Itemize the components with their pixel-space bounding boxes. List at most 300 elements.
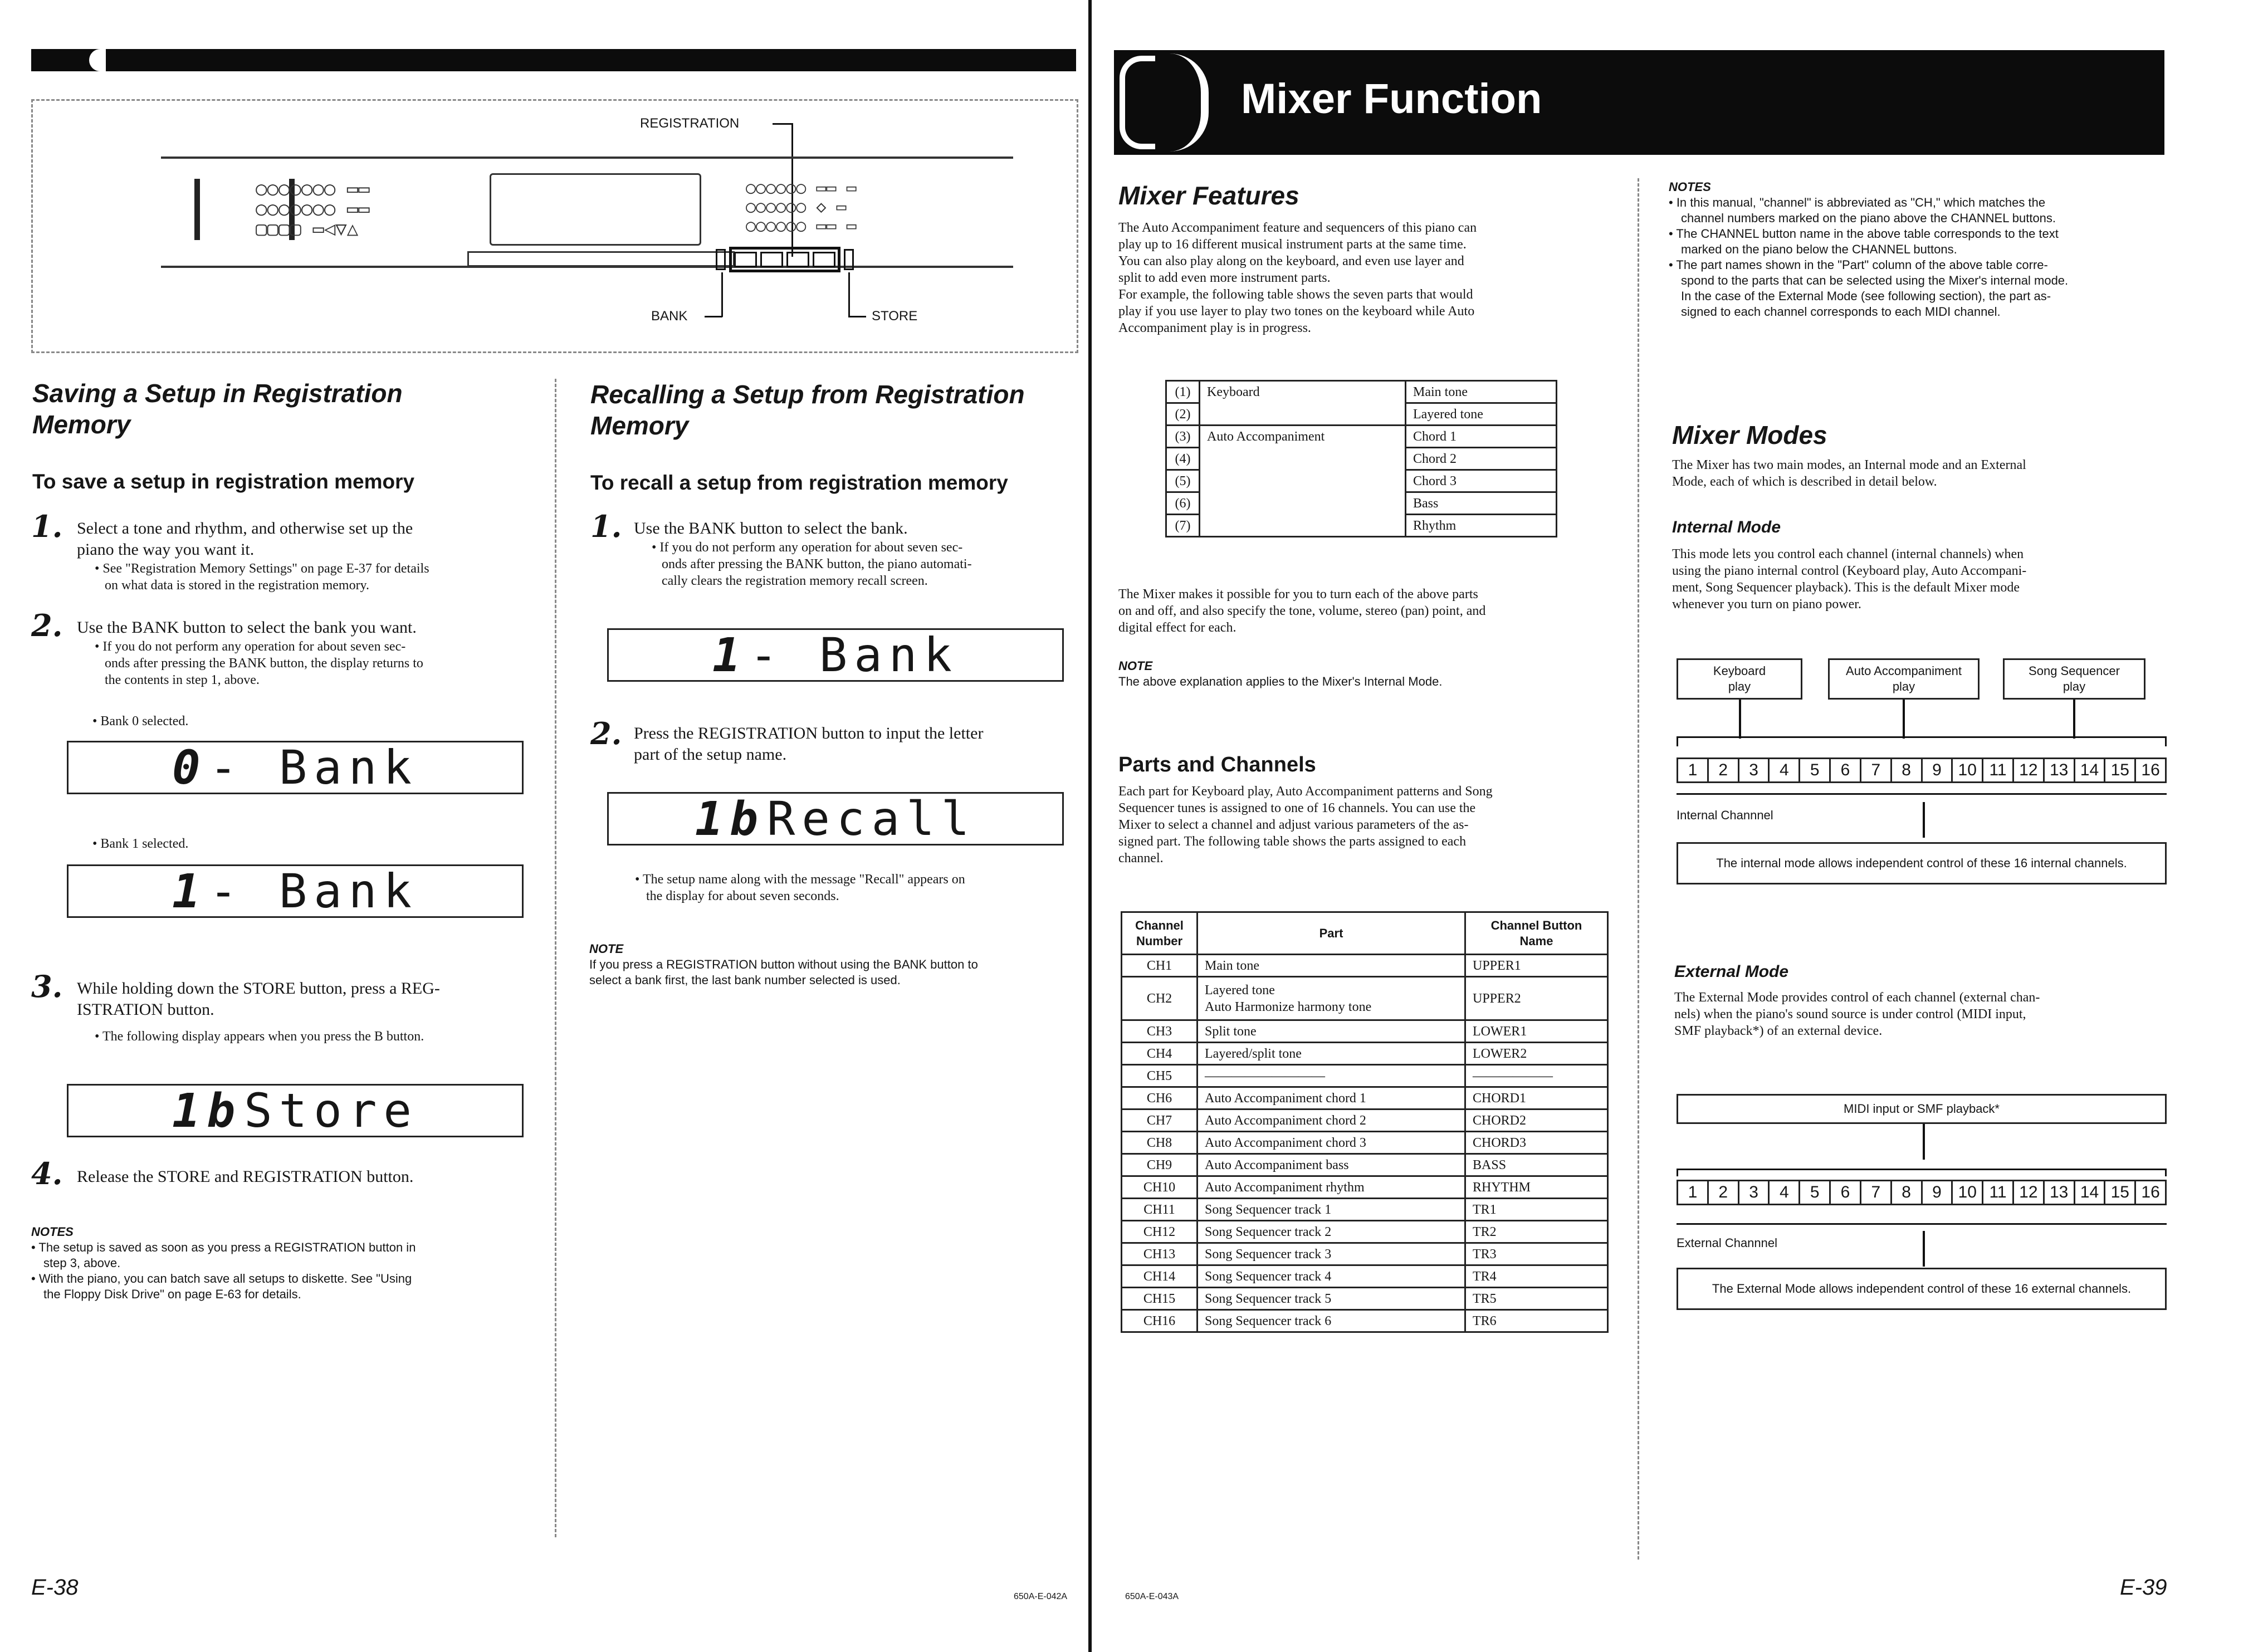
save-title [32,378,403,440]
figure-label-registration: REGISTRATION [640,116,740,131]
mixer-notes-head: NOTES [1669,180,1711,194]
channel-cell: 7 [1860,1180,1890,1205]
recall-step2-text [634,723,1091,765]
save-step3-l1: While holding down the STORE button, press a REG- [77,979,440,998]
recall-step1-text [634,518,1079,589]
lcd-bank1-text: - Bank [209,864,418,918]
ch-h1a: Channel [1135,918,1184,932]
save-step1-n1: • See "Registration Memory Settings" on page E-37 for details [95,561,429,576]
lcd-store-digit: 1b [172,1083,242,1138]
registration-leader [773,123,793,125]
src-song-seq-play [2003,658,2145,700]
external-scale-line [1677,1223,2167,1225]
features-note-head: NOTE [1118,659,1153,673]
external-caption-box: The External Mode allows independent control of these 16 external channels. [1677,1268,2167,1310]
channel-table-row [1122,1243,1608,1265]
src-song-l2: play [2062,680,2086,693]
channel-header-button [1465,912,1608,955]
channel-cell: 3 [1738,757,1768,783]
external-p-line: The External Mode provides control of each channel (external chan- [1674,990,2040,1005]
part-group [1200,448,1406,470]
part-index: (1) [1166,381,1200,403]
internal-p-line: using the piano internal control (Keyboard play, Auto Accompani- [1672,564,2027,578]
left-header-bar [31,49,1076,71]
internal-channel-row [1677,757,2167,783]
registration-buttons [729,247,840,272]
channel-number: CH7 [1122,1110,1198,1132]
figure-label-bank: BANK [651,309,688,324]
mixer-note-line: • The part names shown in the "Part" column of the above table corre- [1669,258,2048,272]
save-title-line1: Saving a Setup in Registration [32,379,403,408]
bank1-note: • Bank 1 selected. [92,837,189,851]
save-notes-head: NOTES [31,1225,74,1239]
channel-number: CH14 [1122,1265,1198,1288]
external-p-line: SMF playback*) of an external device. [1674,1024,1883,1038]
store-leader [848,272,850,317]
internal-caption-box: The internal mode allows independent control of these 16 internal channels. [1677,842,2167,884]
channel-table-row [1122,977,1608,1020]
channel-button-name: CHORD3 [1465,1132,1608,1154]
internal-up-arrow [1923,802,1925,838]
lcd-bank1-digit: 1 [172,864,207,918]
channel-table-row [1122,1199,1608,1221]
channel-number: CH2 [1122,977,1198,1020]
channel-table-row [1122,1043,1608,1065]
channel-part: Auto Accompaniment chord 3 [1198,1132,1465,1154]
lcd-recall-bank-text: - Bank [749,628,959,682]
arrow-auto [1903,700,1905,739]
bank-leader-h [705,316,722,317]
src-auto-accomp-play [1828,658,1980,700]
bracket-internal [1677,736,2167,746]
parts-table-row [1166,448,1557,470]
store-leader-h [848,316,866,317]
channel-cell: 1 [1677,757,1707,783]
bank0-note: • Bank 0 selected. [92,714,189,729]
channel-cell: 8 [1890,1180,1921,1205]
recall-step2-l2: part of the setup name. [634,745,787,764]
mixer-note-line: signed to each channel corresponds to each MIDI channel. [1681,305,2001,319]
channel-button-name: TR3 [1465,1243,1608,1265]
panel-tone-buttons: ○○○○○○○ ▭▭ ○○○○○○○ ▭▭ ▢▢▢▢ ▭◁▽△ [256,178,370,240]
mixer-note-line: • The CHANNEL button name in the above table corresponds to the text [1669,227,2059,241]
panel-keys-row [467,251,735,267]
channel-cell: 10 [1951,1180,1982,1205]
save-step3-num: 3. [31,969,63,1004]
channel-table-row [1122,1132,1608,1154]
features-p1-line: play if you use layer to play two tones on the keyboard while Auto [1118,304,1475,319]
channel-part: Song Sequencer track 5 [1198,1288,1465,1310]
save-note-3: • With the piano, you can batch save all setups to diskette. See "Using [31,1272,412,1286]
part-name: Chord 2 [1406,448,1557,470]
recall-title-line2: Memory [590,411,689,440]
recall-note-head: NOTE [589,942,624,956]
recall-n-a: • The setup name along with the message "Recall" appears on [635,872,965,887]
recall-step1-n1: • If you do not perform any operation for about seven sec- [652,540,963,555]
channel-table-row [1122,1310,1608,1332]
bank-leader [721,272,723,317]
right-column-divider [1638,178,1639,1560]
channel-cell: 16 [2134,1180,2167,1205]
channel-cell: 12 [2012,1180,2043,1205]
channel-number: CH3 [1122,1020,1198,1043]
channel-table [1121,911,1609,1333]
channel-part: Song Sequencer track 2 [1198,1221,1465,1243]
channel-cell: 6 [1829,757,1860,783]
modes-p [1672,457,2168,490]
internal-p [1672,546,2168,613]
channel-table-row [1122,1221,1608,1243]
recall-note-a: If you press a REGISTRATION button without using the BANK button to [589,957,978,971]
channel-table-row [1122,1087,1608,1110]
modes-p-line: The Mixer has two main modes, an Internal mode and an External [1672,458,2026,472]
save-step4-l1: Release the STORE and REGISTRATION button. [77,1167,414,1186]
channel-table-row [1122,1176,1608,1199]
channel-number: CH15 [1122,1288,1198,1310]
parts-title: Parts and Channels [1118,753,1316,776]
recall-step2-l1: Press the REGISTRATION button to input the letter [634,724,984,742]
part-group: Keyboard [1200,381,1406,403]
part-index: (5) [1166,470,1200,492]
left-page-code: 650A-E-042A [1014,1592,1068,1601]
part-index: (3) [1166,426,1200,448]
left-column-divider [555,379,556,1537]
parts-p-line: signed part. The following table shows the parts assigned to each [1118,834,1467,849]
channel-part: Song Sequencer track 4 [1198,1265,1465,1288]
internal-title: Internal Mode [1672,518,1781,536]
channel-cell: 13 [2043,757,2074,783]
mixer-notes [1669,179,2170,320]
mixer-note-line: channel numbers marked on the piano above the CHANNEL buttons. [1681,211,2056,225]
channel-cell: 11 [1982,1180,2012,1205]
channel-cell: 15 [2104,757,2134,783]
channel-part: Split tone [1198,1020,1465,1043]
save-step3-l2: ISTRATION button. [77,1000,214,1019]
external-title: External Mode [1674,962,1789,981]
channel-cell: 14 [2074,757,2104,783]
arrow-keyboard [1739,700,1741,739]
bank-button [716,249,726,270]
channel-cell: 7 [1860,757,1890,783]
lcd-recall-bank-digit: 1 [712,628,747,682]
channel-table-row [1122,955,1608,977]
src-auto-l1: Auto Accompaniment [1846,664,1962,678]
ch-h3b: Name [1519,933,1553,948]
channel-part: Song Sequencer track 3 [1198,1243,1465,1265]
save-step3-text [77,978,534,1045]
part-group [1200,492,1406,515]
channel-number: CH13 [1122,1243,1198,1265]
lcd-recall-bank [607,628,1064,682]
part-group: Auto Accompaniment [1200,426,1406,448]
parts-table-row [1166,426,1557,448]
lcd-bank0 [67,741,524,794]
parts-p-line: Each part for Keyboard play, Auto Accompaniment patterns and Song [1118,784,1493,799]
channel-number: CH6 [1122,1087,1198,1110]
save-step2-n3: the contents in step 1, above. [105,673,260,687]
channel-button-name: TR1 [1465,1199,1608,1221]
save-step2-n2: onds after pressing the BANK button, the display returns to [105,656,423,671]
channel-button-name: LOWER1 [1465,1020,1608,1043]
features-p1-line: For example, the following table shows the seven parts that would [1118,287,1473,302]
save-step1-n2: on what data is stored in the registration memory. [105,578,369,593]
channel-part-line: Layered tone [1205,983,1275,998]
channel-button-name: UPPER2 [1465,977,1608,1020]
internal-p-line: This mode lets you control each channel (internal channels) when [1672,547,2024,561]
features-title: Mixer Features [1118,181,1299,210]
save-step1-num: 1. [31,509,63,544]
channel-cell: 3 [1738,1180,1768,1205]
channel-button-name: —————— [1465,1065,1608,1087]
save-step1-text [77,518,534,594]
left-page-number: E-38 [31,1575,79,1600]
channel-part-line: Auto Harmonize harmony tone [1205,999,1372,1014]
recall-step1-n3: cally clears the registration memory recall screen. [662,574,928,588]
save-step4-num: 4. [31,1156,63,1191]
channel-table-row [1122,1020,1608,1043]
src-keyboard-l1: Keyboard [1713,664,1766,678]
save-subtitle: To save a setup in registration memory [32,470,415,493]
recall-note-bullet [635,871,1081,905]
save-step2-text [77,617,534,688]
features-p1 [1118,219,1614,336]
recall-subtitle: To recall a setup from registration memory [590,471,1008,494]
channel-cell: 6 [1829,1180,1860,1205]
src-keyboard-play [1677,658,1802,700]
features-p1-line: play up to 16 different musical instrument parts at the same time. [1118,237,1467,252]
midi-input-box: MIDI input or SMF playback* [1677,1094,2167,1124]
parts-p-line: Sequencer tunes is assigned to one of 16 channels. You can use the [1118,801,1476,815]
save-note-1: • The setup is saved as soon as you press a REGISTRATION button in [31,1240,416,1254]
channel-number: CH5 [1122,1065,1198,1087]
parts-p [1118,783,1614,867]
channel-table-row [1122,1110,1608,1132]
part-group [1200,470,1406,492]
save-note-4: the Floppy Disk Drive" on page E-63 for details. [43,1287,301,1301]
channel-button-name: TR5 [1465,1288,1608,1310]
channel-number: CH12 [1122,1221,1198,1243]
recall-step2-num: 2. [590,716,622,751]
features-note-text: The above explanation applies to the Mixer's Internal Mode. [1118,675,1443,688]
save-step1-l1: Select a tone and rhythm, and otherwise set up the [77,519,413,537]
page-spine [1088,0,1092,1652]
channel-cell: 5 [1798,757,1829,783]
features-p1-line: You can also play along on the keyboard, and even use layer and [1118,254,1464,268]
lcd-bank0-text: - Bank [209,740,418,795]
internal-p-line: whenever you turn on piano power. [1672,597,1861,612]
keyboard-figure [31,99,1078,353]
modes-p-line: Mode, each of which is described in detail below. [1672,475,1937,489]
channel-cell: 11 [1982,757,2012,783]
mixer-note-line: marked on the piano below the CHANNEL buttons. [1681,242,1957,256]
channel-button-name: RHYTHM [1465,1176,1608,1199]
src-keyboard-l2: play [1728,680,1751,693]
channel-button-name: LOWER2 [1465,1043,1608,1065]
features-p2 [1118,586,1614,636]
channel-table-row [1122,1065,1608,1087]
part-name: Rhythm [1406,515,1557,537]
src-song-l1: Song Sequencer [2029,664,2120,678]
figure-label-store: STORE [872,309,918,324]
channel-table-row [1122,1265,1608,1288]
recall-note [589,941,1091,988]
part-name: Bass [1406,492,1557,515]
channel-part: Auto Accompaniment chord 1 [1198,1087,1465,1110]
channel-part: Auto Accompaniment rhythm [1198,1176,1465,1199]
channel-number: CH8 [1122,1132,1198,1154]
part-group [1200,403,1406,426]
external-channel-row [1677,1180,2167,1205]
parts-table [1165,380,1557,537]
channel-cell: 14 [2074,1180,2104,1205]
channel-button-name: BASS [1465,1154,1608,1176]
external-p [1674,989,2170,1039]
parts-p-line: Mixer to select a channel and adjust various parameters of the as- [1118,818,1469,832]
save-step2-num: 2. [31,608,63,643]
external-channel-label: External Channnel [1677,1236,1778,1250]
channel-cell: 2 [1707,1180,1738,1205]
channel-part: Auto Accompaniment chord 2 [1198,1110,1465,1132]
channel-cell: 4 [1768,1180,1798,1205]
part-index: (6) [1166,492,1200,515]
channel-part: Auto Accompaniment bass [1198,1154,1465,1176]
lcd-bank1 [67,864,524,918]
ch-h1b: Number [1136,933,1183,948]
part-name: Main tone [1406,381,1557,403]
save-title-line2: Memory [32,410,131,439]
lcd-store [67,1084,524,1137]
parts-table-row [1166,470,1557,492]
recall-step1-num: 1. [590,509,622,544]
channel-number: CH10 [1122,1176,1198,1199]
channel-number: CH11 [1122,1199,1198,1221]
recall-title-line1: Recalling a Setup from Registration [590,380,1025,409]
parts-table-row [1166,381,1557,403]
parts-table-row [1166,403,1557,426]
internal-p-line: ment, Song Sequencer playback). This is the default Mixer mode [1672,580,2020,595]
channel-cell: 1 [1677,1180,1707,1205]
save-step1-l2: piano the way you want it. [77,540,255,559]
channel-number: CH1 [1122,955,1198,977]
channel-button-name: CHORD2 [1465,1110,1608,1132]
parts-table-row [1166,515,1557,537]
channel-cell: 10 [1951,757,1982,783]
lcd-recall-text: Recall [766,791,976,846]
mixer-function-title: Mixer Function [1241,75,1542,123]
channel-cell: 16 [2134,757,2167,783]
mixer-note-line: In the case of the External Mode (see following section), the part as- [1681,289,2051,303]
features-p1-line: The Auto Accompaniment feature and sequencers of this piano can [1118,221,1477,235]
part-index: (7) [1166,515,1200,537]
channel-cell: 2 [1707,757,1738,783]
channel-part [1198,977,1465,1020]
features-note [1118,658,1442,690]
bracket-external [1677,1169,2167,1176]
channel-table-row [1122,1288,1608,1310]
right-page-code: 650A-E-043A [1125,1592,1179,1601]
internal-channel-label: Internal Channnel [1677,808,1773,822]
part-name: Layered tone [1406,403,1557,426]
arrow-song [2073,700,2075,739]
save-note-2: step 3, above. [43,1256,121,1270]
channel-button-name: TR6 [1465,1310,1608,1332]
channel-number: CH16 [1122,1310,1198,1332]
channel-cell: 5 [1798,1180,1829,1205]
lcd-recall-digit: 1b [695,791,765,846]
lcd-store-text: Store [244,1083,419,1138]
parts-p-line: channel. [1118,851,1164,866]
channel-button-name: TR4 [1465,1265,1608,1288]
channel-number: CH9 [1122,1154,1198,1176]
channel-cell: 13 [2043,1180,2074,1205]
save-step2-l1: Use the BANK button to select the bank you want. [77,618,417,637]
channel-part: Layered/split tone [1198,1043,1465,1065]
save-step2-n1: • If you do not perform any operation for about seven sec- [95,639,406,654]
channel-cell: 12 [2012,757,2043,783]
src-auto-l2: play [1892,680,1915,693]
channel-part: Main tone [1198,955,1465,977]
features-p2-line: on and off, and also specify the tone, volume, stereo (pan) point, and [1118,604,1486,618]
midi-arrow [1923,1124,1925,1160]
features-p1-line: split to add even more instrument parts. [1118,271,1331,285]
part-name: Chord 3 [1406,470,1557,492]
channel-button-name: UPPER1 [1465,955,1608,977]
panel-right-buttons: ○○○○○○ ▭▭ ▭ ○○○○○○ ◇ ▭ ○○○○○○ ▭▭ ▭ [746,178,857,236]
recall-step1-n2: onds after pressing the BANK button, the piano automati- [662,557,972,571]
channel-cell: 9 [1921,1180,1952,1205]
channel-header-number [1122,912,1198,955]
right-page-number: E-39 [2120,1575,2167,1600]
recall-title [590,379,1025,441]
channel-part: ————————— [1198,1065,1465,1087]
part-index: (2) [1166,403,1200,426]
recall-step1-l1: Use the BANK button to select the bank. [634,519,908,537]
header-bracket-left [1120,56,1155,149]
part-name: Chord 1 [1406,426,1557,448]
channel-part: Song Sequencer track 1 [1198,1199,1465,1221]
lcd-bank0-digit: 0 [172,740,207,795]
recall-note-b: select a bank first, the last bank number selected is used. [589,973,901,987]
features-p2-line: The Mixer makes it possible for you to turn each of the above parts [1118,587,1478,602]
store-button [844,249,854,270]
part-index: (4) [1166,448,1200,470]
channel-cell: 8 [1890,757,1921,783]
features-p1-line: Accompaniment play is in progress. [1118,321,1311,335]
channel-part: Song Sequencer track 6 [1198,1310,1465,1332]
panel-lcd-screen [490,173,701,246]
internal-scale-line [1677,793,2167,795]
modes-title: Mixer Modes [1672,421,1827,449]
channel-button-name: CHORD1 [1465,1087,1608,1110]
external-p-line: nels) when the piano's sound source is under control (MIDI input, [1674,1007,2026,1021]
mixer-note-line: spond to the parts that can be selected using the Mixer's internal mode. [1681,273,2069,287]
ch-h3a: Channel Button [1490,918,1582,932]
save-step3-n1: • The following display appears when you press the B button. [95,1029,424,1044]
channel-cell: 9 [1921,757,1952,783]
features-p2-line: digital effect for each. [1118,620,1236,635]
save-notes [31,1224,532,1302]
parts-table-row [1166,492,1557,515]
channel-header-part: Part [1198,912,1465,955]
part-group [1200,515,1406,537]
external-up-arrow [1923,1231,1925,1267]
channel-number: CH4 [1122,1043,1198,1065]
mixer-note-line: • In this manual, "channel" is abbreviated as "CH," which matches the [1669,195,2046,209]
channel-button-name: TR2 [1465,1221,1608,1243]
lcd-recall [607,792,1064,845]
channel-cell: 4 [1768,757,1798,783]
channel-cell: 15 [2104,1180,2134,1205]
